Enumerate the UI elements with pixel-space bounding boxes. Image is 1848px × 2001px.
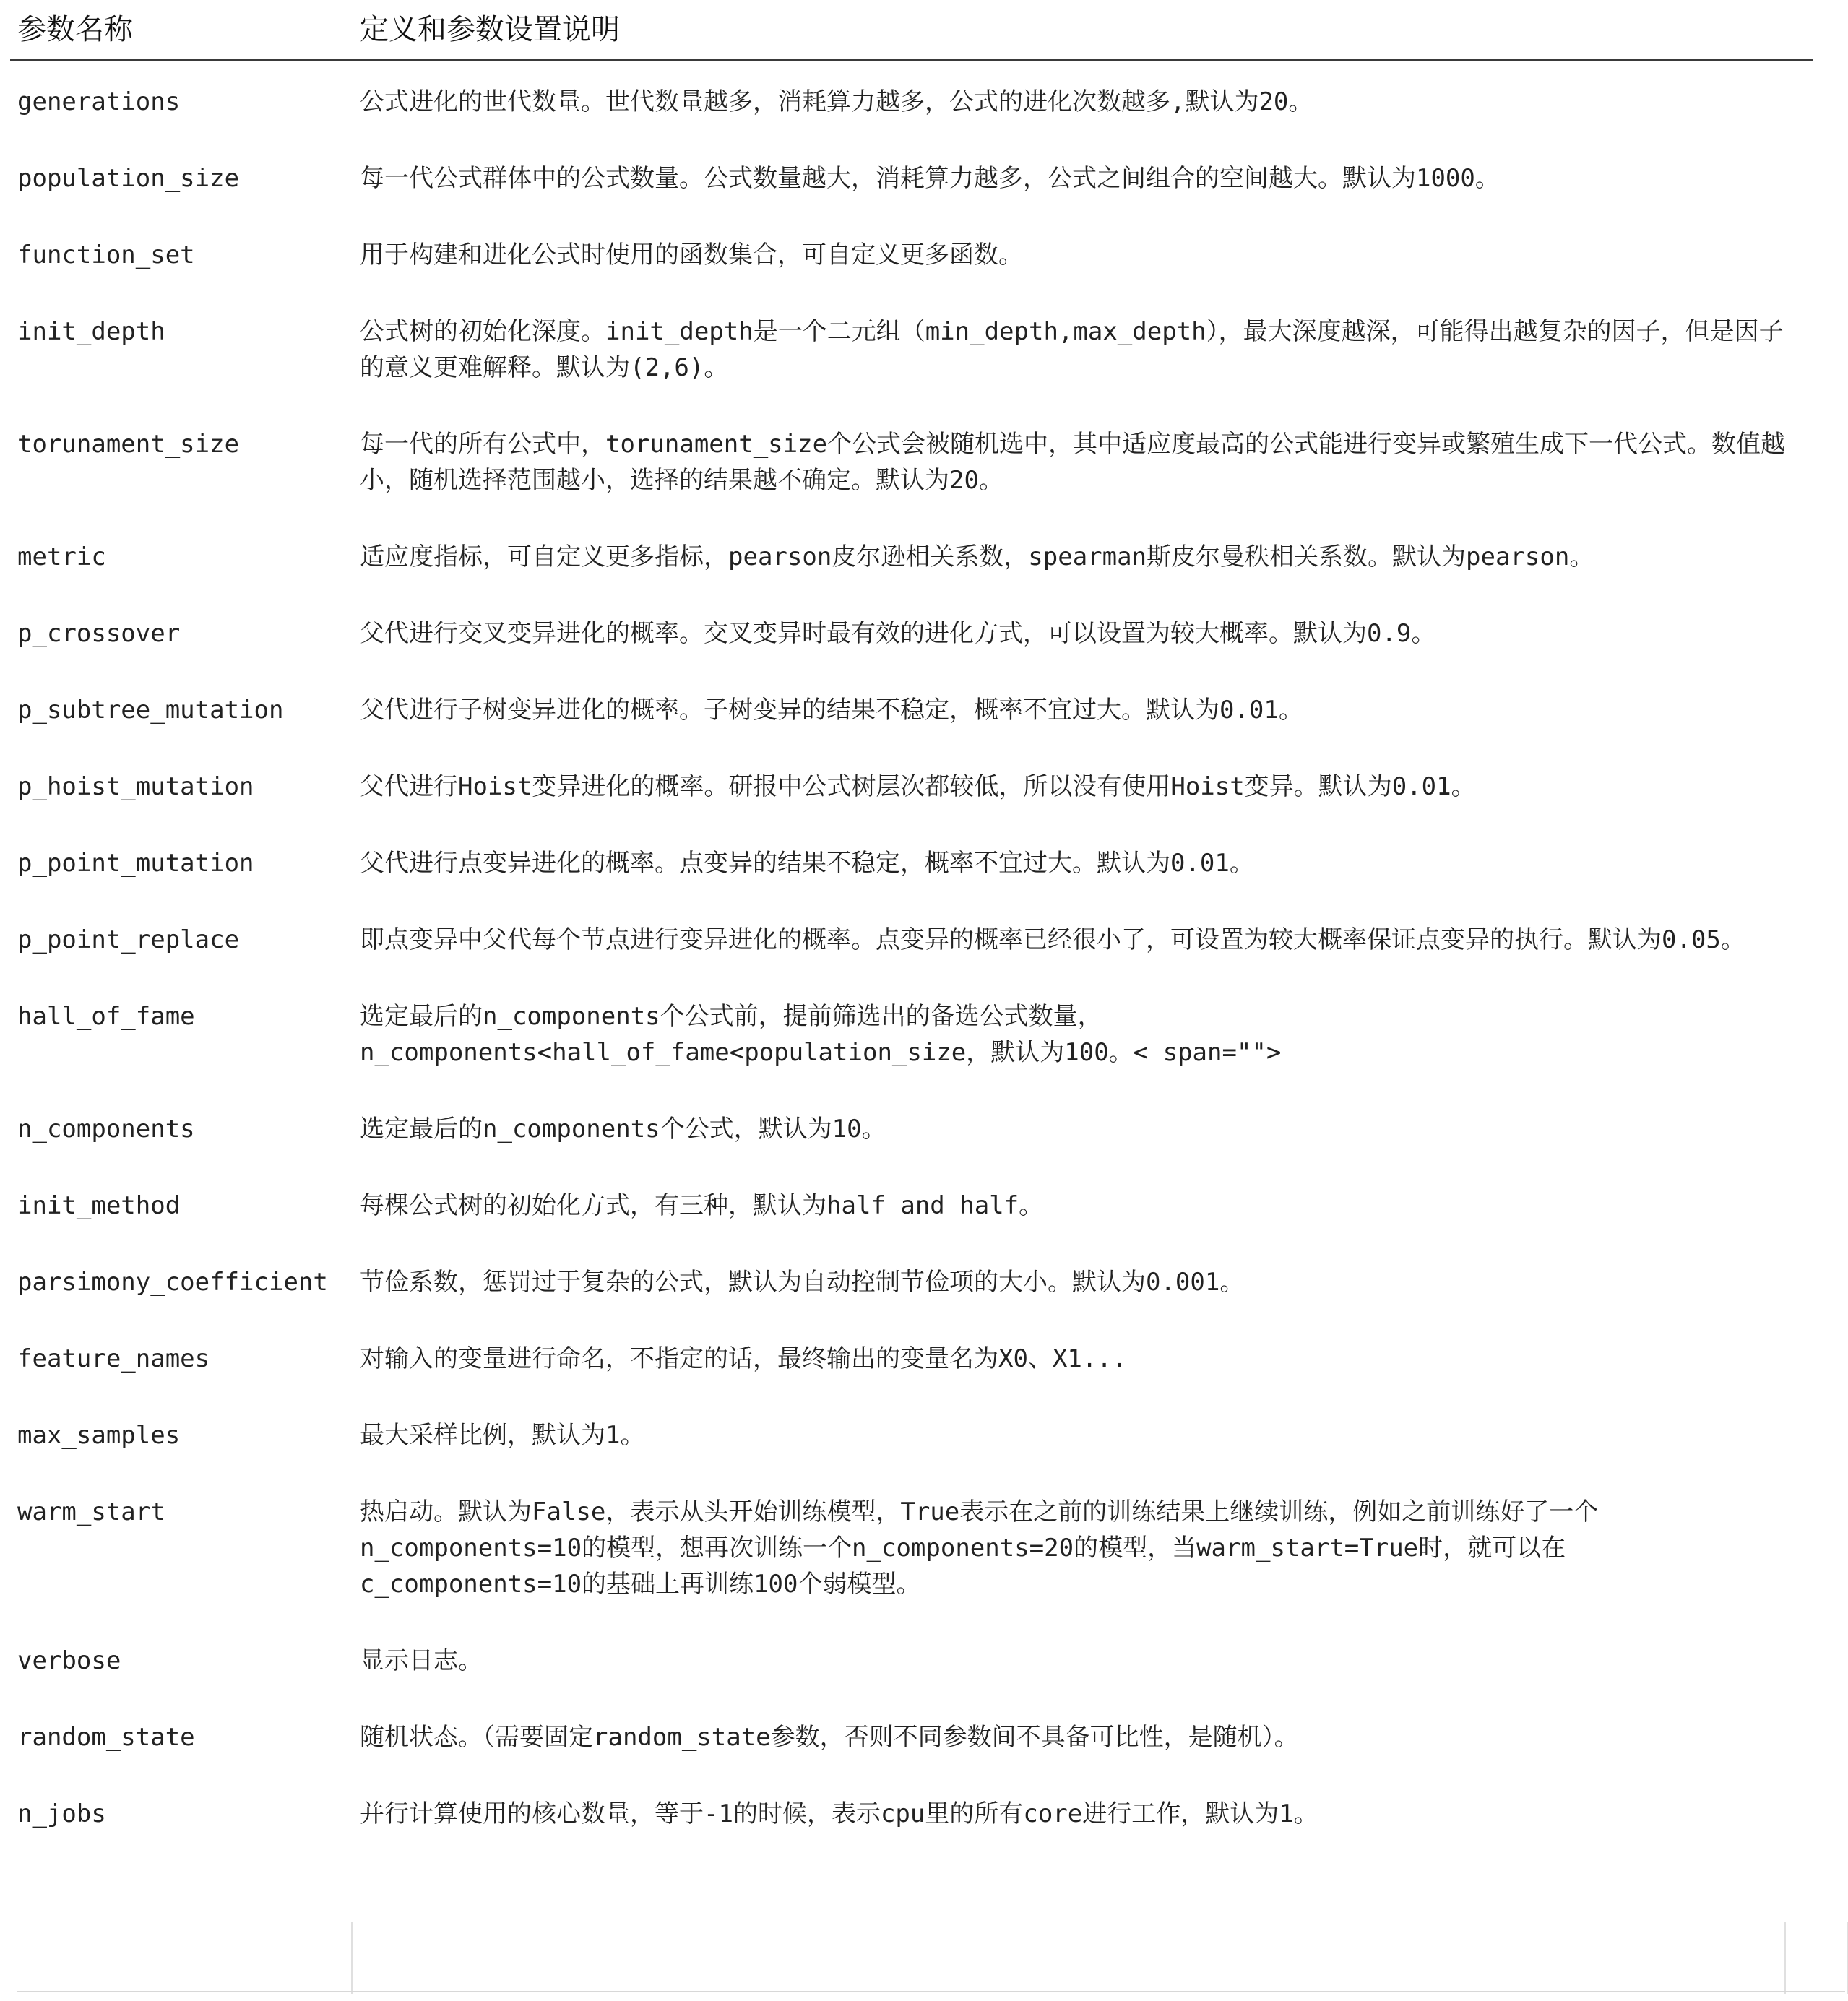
table-row [10,1394,1813,1471]
column-divider [1784,1922,1786,1994]
table-row [10,899,1813,975]
table-row [10,60,1813,137]
param-desc-cell: 显示日志。 [360,1646,483,1675]
param-name-cell: generations [17,87,181,116]
table-row [10,975,1813,1088]
param-name-cell: random_state [17,1723,195,1752]
table-row [10,137,1813,214]
param-name-cell: hall_of_fame [17,1002,195,1031]
table-row [10,1471,1813,1620]
param-desc-cell: 选定最后的n_components个公式前，提前筛选出的备选公式数量， n_components<hall_of_fame<population_size，默认为100。< span=""> [360,1002,1282,1067]
param-desc-cell: 选定最后的n_components个公式，默认为10。 [360,1115,886,1144]
param-name-cell: max_samples [17,1421,181,1450]
table-body [10,60,1813,1849]
parameter-table [10,0,1813,1849]
param-name-cell: population_size [17,164,240,193]
table-row [10,403,1813,516]
param-desc-cell: 最大采样比例，默认为1。 [360,1421,645,1450]
param-desc-cell: 每棵公式树的初始化方式，有三种，默认为half and half。 [360,1191,1044,1220]
param-name-cell: verbose [17,1646,121,1675]
table-row [10,516,1813,592]
param-name-cell: warm_start [17,1497,165,1526]
param-name-cell: p_crossover [17,619,181,648]
param-name-cell: metric [17,543,106,571]
param-desc-cell: 公式树的初始化深度。init_depth是一个二元组（min_depth,max_depth），最大深度越深，可能得出越复杂的因子，但是因子的意义更难解释。默认为(2,6)。 [360,317,1784,382]
param-desc-cell: 随机状态。（需要固定random_state参数，否则不同参数间不具备可比性，是随机）。 [360,1723,1299,1752]
param-desc-cell: 节俭系数，惩罚过于复杂的公式，默认为自动控制节俭项的大小。默认为0.001。 [360,1268,1245,1297]
param-desc-cell: 父代进行交叉变异进化的概率。交叉变异时最有效的进化方式，可以设置为较大概率。默认为0.9。 [360,619,1436,648]
param-name-cell: p_point_replace [17,925,240,954]
table-row [10,1773,1813,1849]
param-desc-cell: 父代进行Hoist变异进化的概率。研报中公式树层次都较低，所以没有使用Hoist变异。默认为0.01。 [360,772,1476,801]
param-name-cell: torunament_size [17,430,240,459]
param-name-cell: n_components [17,1115,195,1144]
table-header-row [10,0,1813,60]
param-desc-cell: 公式进化的世代数量。世代数量越多，消耗算力越多，公式的进化次数越多,默认为20。 [360,87,1313,116]
header-param-desc: 定义和参数设置说明 [354,0,1813,60]
param-name-cell: n_jobs [17,1799,106,1828]
table-row [10,290,1813,403]
param-desc-cell: 每一代公式群体中的公式数量。公式数量越大，消耗算力越多，公式之间组合的空间越大。默认为1000。 [360,164,1500,193]
param-desc-cell: 用于构建和进化公式时使用的函数集合，可自定义更多函数。 [360,241,1023,269]
param-name-cell: init_depth [17,317,165,346]
param-desc-cell: 适应度指标，可自定义更多指标，pearson皮尔逊相关系数，spearman斯皮尔曼秩相关系数。默认为pearson。 [360,543,1594,571]
table-row [10,822,1813,899]
param-desc-cell: 热启动。默认为False，表示从头开始训练模型，True表示在之前的训练结果上继续训练，例如之前训练好了一个 n_components=10的模型，想再次训练一个n_components=20的模型，当warm_start=True时，就可以在 c_components=10的基础上再训练100个弱模型。 [360,1497,1599,1599]
table-row [10,669,1813,745]
param-desc-cell: 即点变异中父代每个节点进行变异进化的概率。点变异的概率已经很小了，可设置为较大概率保证点变异的执行。默认为0.05。 [360,925,1745,954]
table-row [10,214,1813,290]
param-name-cell: p_subtree_mutation [17,696,284,725]
param-desc-cell: 父代进行点变异进化的概率。点变异的结果不稳定，概率不宜过大。默认为0.01。 [360,849,1254,878]
param-name-cell: feature_names [17,1344,210,1373]
param-name-cell: parsimony_coefficient [17,1268,328,1297]
table-row [10,1241,1813,1318]
table-row [10,1164,1813,1241]
table-row [10,745,1813,822]
param-desc-cell: 每一代的所有公式中，torunament_size个公式会被随机选中，其中适应度最高的公式能进行变异或繁殖生成下一代公式。数值越小，随机选择范围越小，选择的结果越不确定。默认为20。 [360,430,1786,495]
param-desc-cell: 对输入的变量进行命名，不指定的话，最终输出的变量名为X0、X1... [360,1344,1127,1373]
table-row [10,1620,1813,1696]
header-param-name: 参数名称 [10,0,354,60]
table-row [10,1318,1813,1394]
param-name-cell: function_set [17,241,195,269]
param-name-cell: p_point_mutation [17,849,254,878]
param-name-cell: init_method [17,1191,181,1220]
table-row [10,1696,1813,1773]
table-row [10,1088,1813,1164]
param-name-cell: p_hoist_mutation [17,772,254,801]
table-bottom-rule [17,1991,1845,1992]
param-desc-cell: 并行计算使用的核心数量，等于-1的时候，表示cpu里的所有core进行工作，默认为1。 [360,1799,1318,1828]
param-desc-cell: 父代进行子树变异进化的概率。子树变异的结果不稳定，概率不宜过大。默认为0.01。 [360,696,1303,725]
table-row [10,592,1813,669]
column-divider [351,1922,353,1994]
